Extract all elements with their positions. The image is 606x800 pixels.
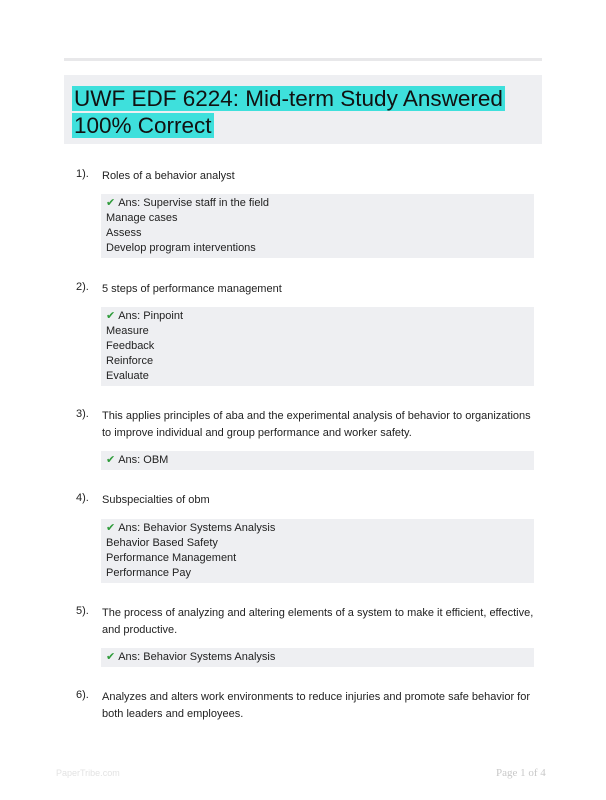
- question-number: 1).: [76, 168, 89, 180]
- question-text: The process of analyzing and altering elements of a system to make it efficient, effective, and productive.: [102, 607, 534, 636]
- question-number: 3).: [76, 408, 89, 420]
- page-indicator: Page 1 of 4: [496, 767, 546, 779]
- answer-line: Behavior Based Safety: [106, 537, 218, 549]
- question-text: This applies principles of aba and the experimental analysis of behavior to organizations to improve individual and group performance and worker safety.: [102, 410, 531, 439]
- answer-line: Performance Pay: [106, 567, 191, 579]
- checkmark-icon: ✔: [106, 522, 116, 534]
- answer-line: Measure: [106, 325, 149, 337]
- checkmark-icon: ✔: [106, 651, 116, 663]
- answer-line: Reinforce: [106, 355, 154, 367]
- question-text: Roles of a behavior analyst: [102, 170, 235, 182]
- answer-text: Ans: Behavior Systems Analysis: [118, 651, 276, 663]
- question-text: 5 steps of performance management: [102, 283, 282, 295]
- checkmark-icon: ✔: [106, 454, 116, 466]
- footer-watermark: PaperTribe.com: [56, 768, 120, 778]
- page-title: [72, 85, 534, 139]
- answer-text: Ans: Pinpoint: [118, 310, 184, 322]
- answer-block-3: [101, 451, 534, 470]
- top-divider: [64, 58, 542, 61]
- question-text: Subspecialties of obm: [102, 494, 210, 506]
- answer-block-1: [101, 194, 534, 258]
- title-panel: [64, 75, 542, 144]
- answer-block-5: [101, 648, 534, 667]
- answer-block-4: [101, 519, 534, 583]
- answer-line: Performance Management: [106, 552, 237, 564]
- question-number: 2).: [76, 281, 89, 293]
- question-text: Analyzes and alters work environments to reduce injuries and promote safe behavior for both leaders and employees.: [102, 691, 531, 720]
- question-number: 5).: [76, 605, 89, 617]
- answer-line: Manage cases: [106, 212, 178, 224]
- question-number: 4).: [76, 492, 89, 504]
- answer-text: Ans: Behavior Systems Analysis: [118, 522, 276, 534]
- answer-line: Feedback: [106, 340, 155, 352]
- answer-line: Assess: [106, 227, 142, 239]
- answer-line: Develop program interventions: [106, 242, 256, 254]
- page-title-text: UWF EDF 6224: Mid-term Study Answered 100% Correct: [74, 86, 503, 138]
- answer-text: Ans: Supervise staff in the field: [118, 197, 270, 209]
- question-number: 6).: [76, 689, 89, 701]
- answer-block-2: [101, 307, 534, 386]
- answer-text: Ans: OBM: [118, 454, 169, 466]
- checkmark-icon: ✔: [106, 197, 116, 209]
- checkmark-icon: ✔: [106, 310, 116, 322]
- answer-line: Evaluate: [106, 370, 149, 382]
